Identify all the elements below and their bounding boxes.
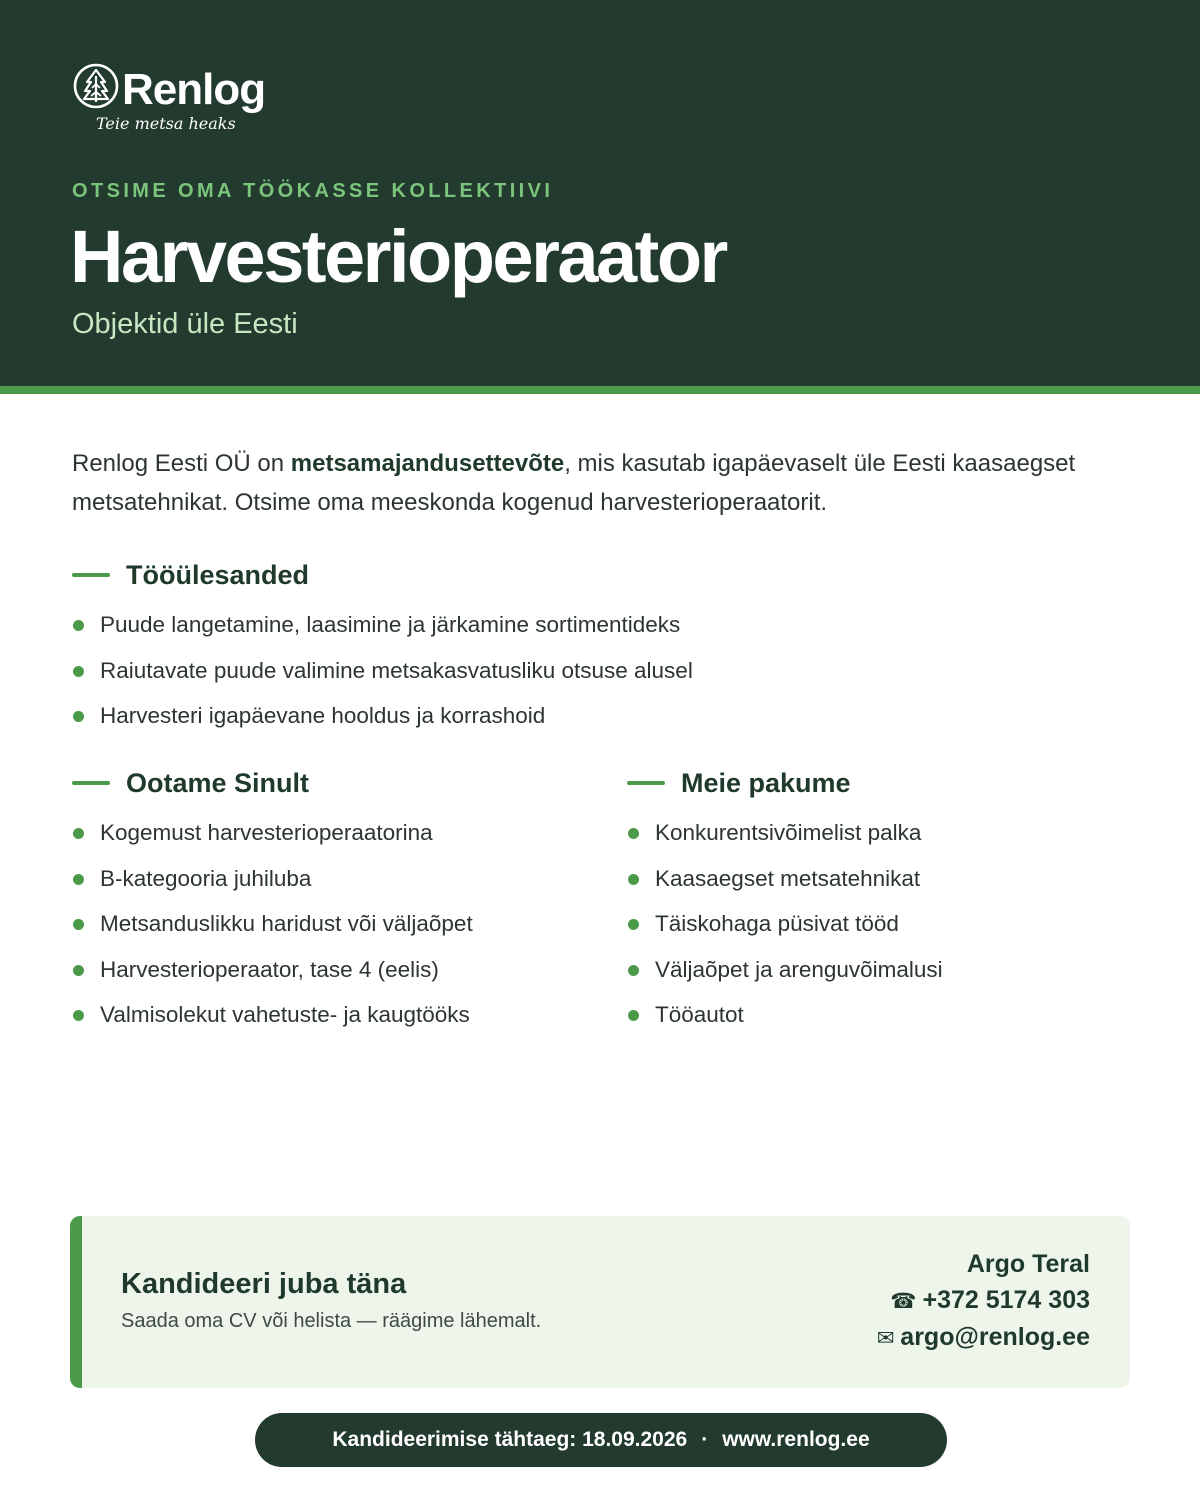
callout-subtitle: Saada oma CV või helista — räägime lähemalt. <box>121 1310 542 1332</box>
callout-title: Kandideeri juba täna <box>121 1268 407 1300</box>
intro-text-bold: metsamajandusettevõte <box>290 450 565 477</box>
bullet-dot-icon <box>628 919 639 930</box>
footer-separator: · <box>701 1428 709 1451</box>
apply-callout <box>70 1216 1130 1388</box>
bullet-dot-icon <box>73 1010 84 1021</box>
bullet-dot-icon <box>73 711 84 722</box>
bullet-dot-icon <box>73 828 84 839</box>
bullet-dot-icon <box>73 919 84 930</box>
section-heading-requirements <box>72 765 309 801</box>
mail-icon: ✉ <box>876 1326 895 1350</box>
bullet-dot-icon <box>628 1010 639 1021</box>
brand-tagline: Teie metsa heaks <box>96 114 236 133</box>
list-item: Valmisolekut vahetuste- ja kaugtööks <box>72 998 473 1044</box>
offer-list <box>627 816 943 1044</box>
list-item: Kaasaegset metsatehnikat <box>627 862 943 908</box>
brand-logo <box>72 62 272 138</box>
bullet-dot-icon <box>628 828 639 839</box>
tree-circle-icon <box>72 62 120 110</box>
list-item: Konkurentsivõimelist palka <box>627 816 943 862</box>
heading-dash <box>72 781 110 785</box>
contact-phone[interactable] <box>877 1282 1090 1319</box>
section-title-tasks: Tööülesanded <box>126 559 310 590</box>
heading-dash <box>627 781 665 785</box>
contact-name: Argo Teral <box>966 1250 1090 1278</box>
callout-accent-bar <box>70 1216 82 1388</box>
list-item: Metsanduslikku haridust või väljaõpet <box>72 907 473 953</box>
phone-icon: ☎ <box>890 1289 917 1313</box>
list-item: Harvesteri igapäevane hooldus ja korrashoid <box>72 699 693 745</box>
section-title-requirements: Ootame Sinult <box>126 767 310 798</box>
bullet-dot-icon <box>73 965 84 976</box>
tasks-list <box>72 608 693 745</box>
list-item: B-kategooria juhiluba <box>72 862 473 908</box>
bullet-dot-icon <box>73 874 84 885</box>
hero-eyebrow: OTSIME OMA TÖÖKASSE KOLLEKTIIVI <box>72 180 554 202</box>
section-title-offer: Meie pakume <box>681 767 851 798</box>
list-item: Tööautot <box>627 998 943 1044</box>
job-title: Harvesterioperaator <box>70 215 726 298</box>
section-heading-offer <box>627 765 851 801</box>
requirements-list <box>72 816 473 1044</box>
section-heading-tasks <box>72 557 309 593</box>
list-item: Täiskohaga püsivat tööd <box>627 907 943 953</box>
contact-block <box>877 1246 1090 1356</box>
list-item: Harvesterioperaator, tase 4 (eelis) <box>72 953 473 999</box>
hero-accent-stripe <box>0 386 1200 394</box>
intro-text-start: Renlog Eesti OÜ on <box>72 450 291 477</box>
bullet-dot-icon <box>628 965 639 976</box>
application-deadline: Kandideerimise tähtaeg: 18.09.2026 <box>332 1428 688 1451</box>
brand-name: Renlog <box>122 65 266 114</box>
company-intro <box>72 444 1132 522</box>
job-location: Objektid üle Eesti <box>72 308 298 340</box>
list-item: Puude langetamine, laasimine ja järkamine sortimentideks <box>72 608 693 654</box>
deadline-footer <box>255 1413 947 1467</box>
contact-phone-number[interactable]: +372 5174 303 <box>922 1286 1090 1314</box>
bullet-dot-icon <box>73 620 84 631</box>
list-item: Raiutavate puude valimine metsakasvatusliku otsuse alusel <box>72 654 693 700</box>
contact-email-address[interactable]: argo@renlog.ee <box>900 1323 1090 1351</box>
website-link[interactable]: www.renlog.ee <box>722 1428 870 1451</box>
bullet-dot-icon <box>73 666 84 677</box>
intro-text-end: , mis kasutab igapäevaselt üle Eesti kaasaegset metsatehnikat. Otsime oma meeskonda kogenud harvesterioperaatorit. <box>72 450 1076 516</box>
list-item: Väljaõpet ja arenguvõimalusi <box>627 953 943 999</box>
heading-dash <box>72 573 110 577</box>
contact-email[interactable] <box>877 1319 1090 1356</box>
list-item: Kogemust harvesterioperaatorina <box>72 816 473 862</box>
bullet-dot-icon <box>628 874 639 885</box>
